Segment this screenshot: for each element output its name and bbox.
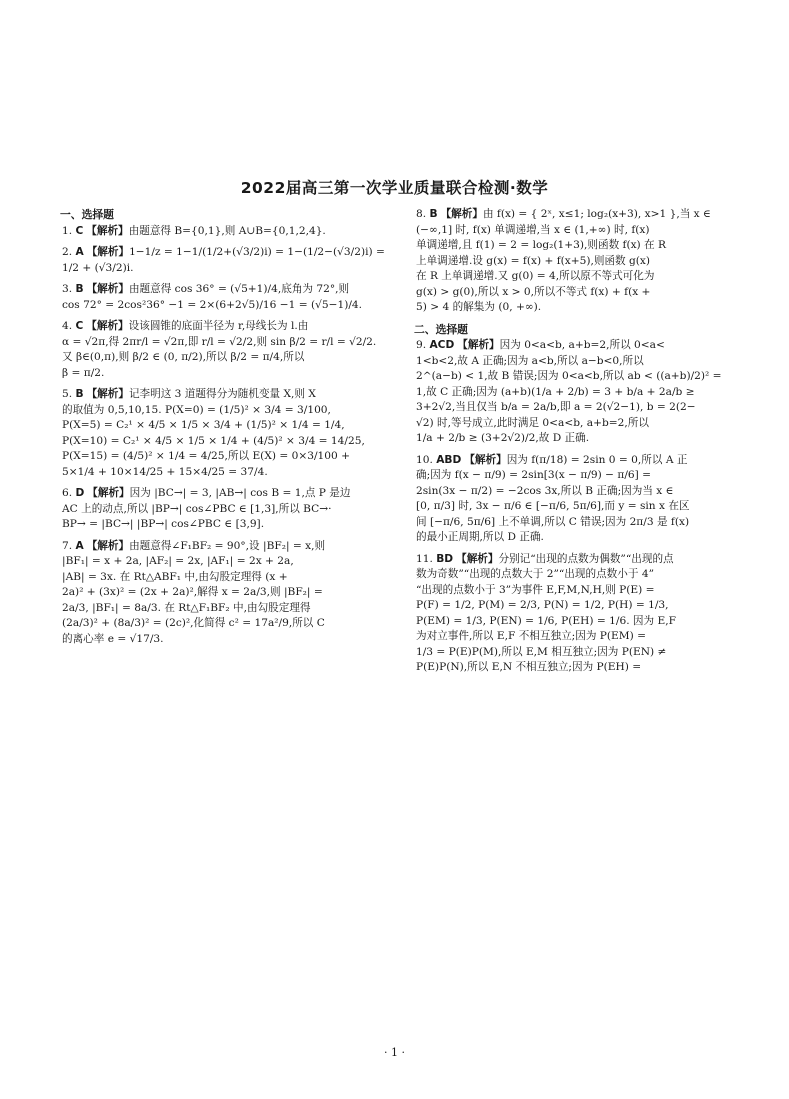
question-line bbox=[62, 387, 402, 403]
question-line bbox=[416, 583, 756, 599]
question-line bbox=[416, 515, 756, 531]
question-text: AC 上的动点,所以 |BP→| cos∠PBC ∈ [1,3],所以 BC→· bbox=[62, 502, 332, 515]
analysis-tag: 【解析】 bbox=[86, 539, 130, 552]
question-line bbox=[416, 567, 756, 583]
analysis-tag: 【解析】 bbox=[440, 208, 483, 220]
analysis-tag: 【解析】 bbox=[86, 224, 129, 237]
section-heading-multi-choice: 二、选择题 bbox=[414, 322, 468, 336]
question-text: 5×1/4 + 10×14/25 + 15×4/25 = 37/4. bbox=[62, 465, 268, 478]
question-text: 确;因为 f(x − π/9) = 2sin[3(x − π/9) − π/6] = bbox=[416, 469, 652, 481]
question-text: (−∞,1] 时, f(x) 单调递增,当 x ∈ (1,+∞) 时, f(x) bbox=[416, 223, 650, 236]
question-1 bbox=[62, 224, 402, 240]
question-text: P(X=10) = C₂¹ × 4/5 × 1/5 × 1/4 + (4/5)² × 3/4 = 14/25, bbox=[62, 434, 365, 447]
question-text: 上单调递增.设 g(x) = f(x) + f(x+5),则函数 g(x) bbox=[416, 254, 651, 267]
right-question-list-b bbox=[416, 338, 756, 676]
question-2 bbox=[62, 245, 402, 276]
question-text: 3+2√2,当且仅当 b/a = 2a/b,即 a = 2(√2−1), b = 2(2− bbox=[416, 401, 696, 413]
question-text: 因为 f(π/18) = 2sin 0 = 0,所以 A 正 bbox=[506, 453, 688, 466]
question-number: 11. bbox=[416, 552, 433, 565]
question-line bbox=[62, 298, 402, 314]
answer-letter: BD bbox=[436, 552, 454, 565]
question-number: 1. bbox=[62, 224, 73, 237]
question-text: 1,故 C 正确;因为 (a+b)(1/a + 2/b) = 3 + b/a + 2a/b ≥ bbox=[416, 385, 695, 398]
question-text: |AB| = 3x. 在 Rt△ABF₁ 中,由勾股定理得 (x + bbox=[62, 570, 288, 583]
question-line bbox=[62, 335, 402, 351]
question-line bbox=[62, 517, 402, 533]
question-text: P(X=15) = (4/5)² × 1/4 = 4/25,所以 E(X) = 0×3/100 + bbox=[62, 450, 350, 462]
question-text: 又 β∈(0,π),则 β/2 ∈ (0, π/2),所以 β/2 = π/4,所以 bbox=[62, 351, 305, 363]
analysis-tag: 【解析】 bbox=[457, 339, 500, 351]
question-text: 的取值为 0,5,10,15. P(X=0) = (1/5)² × 3/4 = 3/100, bbox=[62, 403, 331, 416]
question-text: 1/3 = P(E)P(M),所以 E,M 相互独立;因为 P(EN) ≠ bbox=[416, 645, 667, 658]
analysis-tag: 【解析】 bbox=[86, 320, 129, 332]
question-line bbox=[62, 224, 402, 240]
question-6 bbox=[62, 486, 402, 533]
question-text: 由 f(x) = { 2ˣ, x≤1; log₂(x+3), x>1 },当 x ∈ bbox=[482, 208, 711, 220]
question-line bbox=[62, 245, 402, 261]
question-number: 6. bbox=[62, 487, 73, 499]
question-line bbox=[416, 484, 756, 500]
analysis-tag: 【解析】 bbox=[86, 283, 129, 295]
question-text: BP→ = |BC→| |BP→| cos∠PBC ∈ [3,9]. bbox=[62, 518, 265, 530]
question-line bbox=[62, 282, 402, 298]
question-line bbox=[62, 434, 402, 450]
question-text: P(X=5) = C₂¹ × 4/5 × 1/5 × 3/4 + (1/5)² × 1/4 = 1/4, bbox=[62, 419, 345, 431]
question-text: √2) 时,等号成立,此时满足 0<a<b, a+b=2,所以 bbox=[416, 416, 649, 429]
question-line bbox=[416, 385, 756, 401]
page-number: · 1 · bbox=[384, 1046, 405, 1059]
question-line bbox=[62, 366, 402, 382]
question-line bbox=[62, 486, 402, 502]
question-text: 记李明这 3 道题得分为随机变量 X,则 X bbox=[128, 388, 316, 400]
analysis-tag: 【解析】 bbox=[86, 388, 129, 400]
question-number: 3. bbox=[62, 283, 73, 295]
question-text: 1<b<2,故 A 正确;因为 a<b,所以 a−b<0,所以 bbox=[416, 354, 644, 367]
question-8 bbox=[416, 207, 756, 316]
question-line bbox=[62, 465, 402, 481]
analysis-tag: 【解析】 bbox=[456, 552, 499, 565]
question-line bbox=[416, 598, 756, 614]
question-line bbox=[62, 449, 402, 465]
question-number: 5. bbox=[62, 388, 73, 400]
question-10 bbox=[416, 453, 756, 546]
question-number: 7. bbox=[62, 539, 73, 552]
question-line bbox=[416, 254, 756, 270]
question-text: α = √2π,得 2πr/l = √2π,即 r/l = √2/2,则 sin β/2 = r/l = √2/2. bbox=[62, 335, 377, 348]
question-line bbox=[416, 207, 756, 223]
question-line bbox=[62, 616, 402, 632]
question-line bbox=[62, 319, 402, 335]
question-text: 2a/3, |BF₁| = 8a/3. 在 Rt△F₁BF₂ 中,由勾股定理得 bbox=[62, 601, 311, 614]
answer-letter: C bbox=[75, 224, 84, 237]
question-text: 分别记“出现的点数为偶数”“出现的点 bbox=[498, 552, 674, 565]
question-line bbox=[416, 660, 756, 676]
question-text: 1/a + 2/b ≥ (3+2√2)/2,故 D 正确. bbox=[416, 432, 590, 444]
question-number: 8. bbox=[416, 208, 427, 220]
question-3 bbox=[62, 282, 402, 313]
section-heading-single-choice: 一、选择题 bbox=[60, 208, 114, 221]
question-5 bbox=[62, 387, 402, 480]
question-text: 由题意得∠F₁BF₂ = 90°,设 |BF₂| = x,则 bbox=[129, 539, 326, 552]
answer-letter: A bbox=[75, 539, 84, 552]
question-line bbox=[416, 269, 756, 285]
question-line bbox=[62, 585, 402, 601]
page-title: 2022届高三第一次学业质量联合检测·数学 bbox=[240, 179, 549, 197]
question-line bbox=[416, 614, 756, 630]
right-column bbox=[416, 207, 756, 682]
question-text: 在 R 上单调递增.又 g(0) = 4,所以原不等式可化为 bbox=[416, 270, 655, 282]
question-text: 的最小正周期,所以 D 正确. bbox=[416, 531, 544, 543]
question-4 bbox=[62, 319, 402, 381]
question-line bbox=[62, 502, 402, 518]
question-line bbox=[416, 238, 756, 254]
question-text: 2sin(3x − π/2) = −2cos 3x,所以 B 正确;因为当 x ∈ bbox=[416, 484, 674, 497]
question-text: 由题意得 B={0,1},则 A∪B={0,1,2,4}. bbox=[128, 224, 326, 237]
question-line bbox=[416, 369, 756, 385]
answer-letter: ACD bbox=[429, 339, 455, 351]
question-line bbox=[416, 354, 756, 370]
question-text: P(EM) = 1/3, P(EN) = 1/6, P(EH) = 1/6. 因为 E,F bbox=[416, 614, 676, 627]
question-line bbox=[416, 552, 756, 568]
answer-letter: ABD bbox=[436, 453, 462, 466]
question-line bbox=[62, 570, 402, 586]
question-number: 10. bbox=[416, 453, 433, 466]
question-number: 2. bbox=[62, 246, 73, 258]
question-line bbox=[62, 601, 402, 617]
question-line bbox=[416, 338, 756, 354]
answer-letter: B bbox=[75, 388, 84, 400]
answer-letter: D bbox=[75, 487, 85, 499]
question-7 bbox=[62, 539, 402, 648]
question-line bbox=[416, 300, 756, 316]
question-text: 5) > 4 的解集为 (0, +∞). bbox=[416, 301, 542, 313]
question-text: cos 72° = 2cos²36° −1 = 2×(6+2√5)/16 −1 = (√5−1)/4. bbox=[62, 298, 363, 311]
question-text: [0, π/3] 时, 3x − π/6 ∈ [−π/6, 5π/6],而 y = sin x 在区 bbox=[416, 500, 690, 512]
question-line bbox=[62, 350, 402, 366]
question-line bbox=[416, 530, 756, 546]
question-text: 数为奇数”“出现的点数大于 2”“出现的点数小于 4” bbox=[416, 568, 654, 580]
answer-letter: C bbox=[75, 320, 84, 332]
question-text: 2^(a−b) < 1,故 B 错误;因为 0<a<b,所以 ab < ((a+b)/2)² = bbox=[416, 370, 722, 382]
question-text: P(F) = 1/2, P(M) = 2/3, P(N) = 1/2, P(H) = 1/3, bbox=[416, 599, 669, 611]
question-line bbox=[416, 499, 756, 515]
answer-letter: B bbox=[429, 208, 438, 220]
question-line bbox=[62, 539, 402, 555]
question-text: 为对立事件,所以 E,F 不相互独立;因为 P(EM) = bbox=[416, 630, 647, 642]
question-text: 因为 |BC→| = 3, |AB→| cos B = 1,点 P 是边 bbox=[129, 487, 351, 499]
question-text: 单调递增,且 f(1) = 2 = log₂(1+3),则函数 f(x) 在 R bbox=[416, 239, 666, 251]
question-line bbox=[62, 632, 402, 648]
question-line bbox=[416, 285, 756, 301]
question-text: 由题意得 cos 36° = (√5+1)/4,底角为 72°,则 bbox=[128, 283, 350, 295]
question-line bbox=[62, 403, 402, 419]
left-column bbox=[62, 207, 402, 653]
question-line bbox=[416, 223, 756, 239]
question-line bbox=[416, 629, 756, 645]
question-line bbox=[416, 400, 756, 416]
question-text: 间 [−π/6, 5π/6] 上不单调,所以 C 错误;因为 2π/3 是 f(x) bbox=[416, 515, 690, 528]
question-text: 1−1/z = 1−1/(1/2+(√3/2)i) = 1−(1/2−(√3/2)i) = bbox=[129, 246, 385, 258]
question-9 bbox=[416, 338, 756, 447]
question-text: 2a)² + (3x)² = (2x + 2a)²,解得 x = 2a/3,则 |BF₂| = bbox=[62, 586, 323, 598]
question-number: 9. bbox=[416, 339, 427, 351]
question-text: |BF₁| = x + 2a, |AF₂| = 2x, |AF₁| = 2x + 2a, bbox=[62, 555, 294, 567]
question-line bbox=[416, 431, 756, 447]
question-line bbox=[416, 645, 756, 661]
answer-letter: A bbox=[75, 246, 84, 258]
question-text: (2a/3)² + (8a/3)² = (2c)²,化简得 c² = 17a²/9,所以 C bbox=[62, 617, 325, 629]
question-line bbox=[62, 261, 402, 277]
question-text: P(E)P(N),所以 E,N 不相互独立;因为 P(EH) = bbox=[416, 661, 642, 673]
left-question-list bbox=[62, 224, 402, 648]
question-text: 1/2 + (√3/2)i. bbox=[62, 261, 134, 274]
question-line bbox=[62, 554, 402, 570]
question-text: g(x) > g(0),所以 x > 0,所以不等式 f(x) + f(x + bbox=[416, 285, 651, 298]
question-text: 的离心率 e = √17/3. bbox=[62, 632, 164, 645]
question-text: 因为 0<a<b, a+b=2,所以 0<a< bbox=[499, 339, 665, 351]
question-text: 设该圆锥的底面半径为 r,母线长为 l.由 bbox=[128, 320, 309, 332]
question-line bbox=[416, 453, 756, 469]
question-line bbox=[416, 416, 756, 432]
analysis-tag: 【解析】 bbox=[87, 487, 130, 499]
question-number: 4. bbox=[62, 320, 73, 332]
question-text: “出现的点数小于 3”为事件 E,F,M,N,H,则 P(E) = bbox=[416, 583, 655, 596]
right-question-list-a bbox=[416, 207, 756, 316]
answer-letter: B bbox=[75, 283, 84, 295]
question-line bbox=[62, 418, 402, 434]
analysis-tag: 【解析】 bbox=[86, 246, 130, 258]
analysis-tag: 【解析】 bbox=[464, 453, 507, 466]
question-11 bbox=[416, 552, 756, 676]
question-text: β = π/2. bbox=[62, 366, 105, 379]
question-line bbox=[416, 468, 756, 484]
